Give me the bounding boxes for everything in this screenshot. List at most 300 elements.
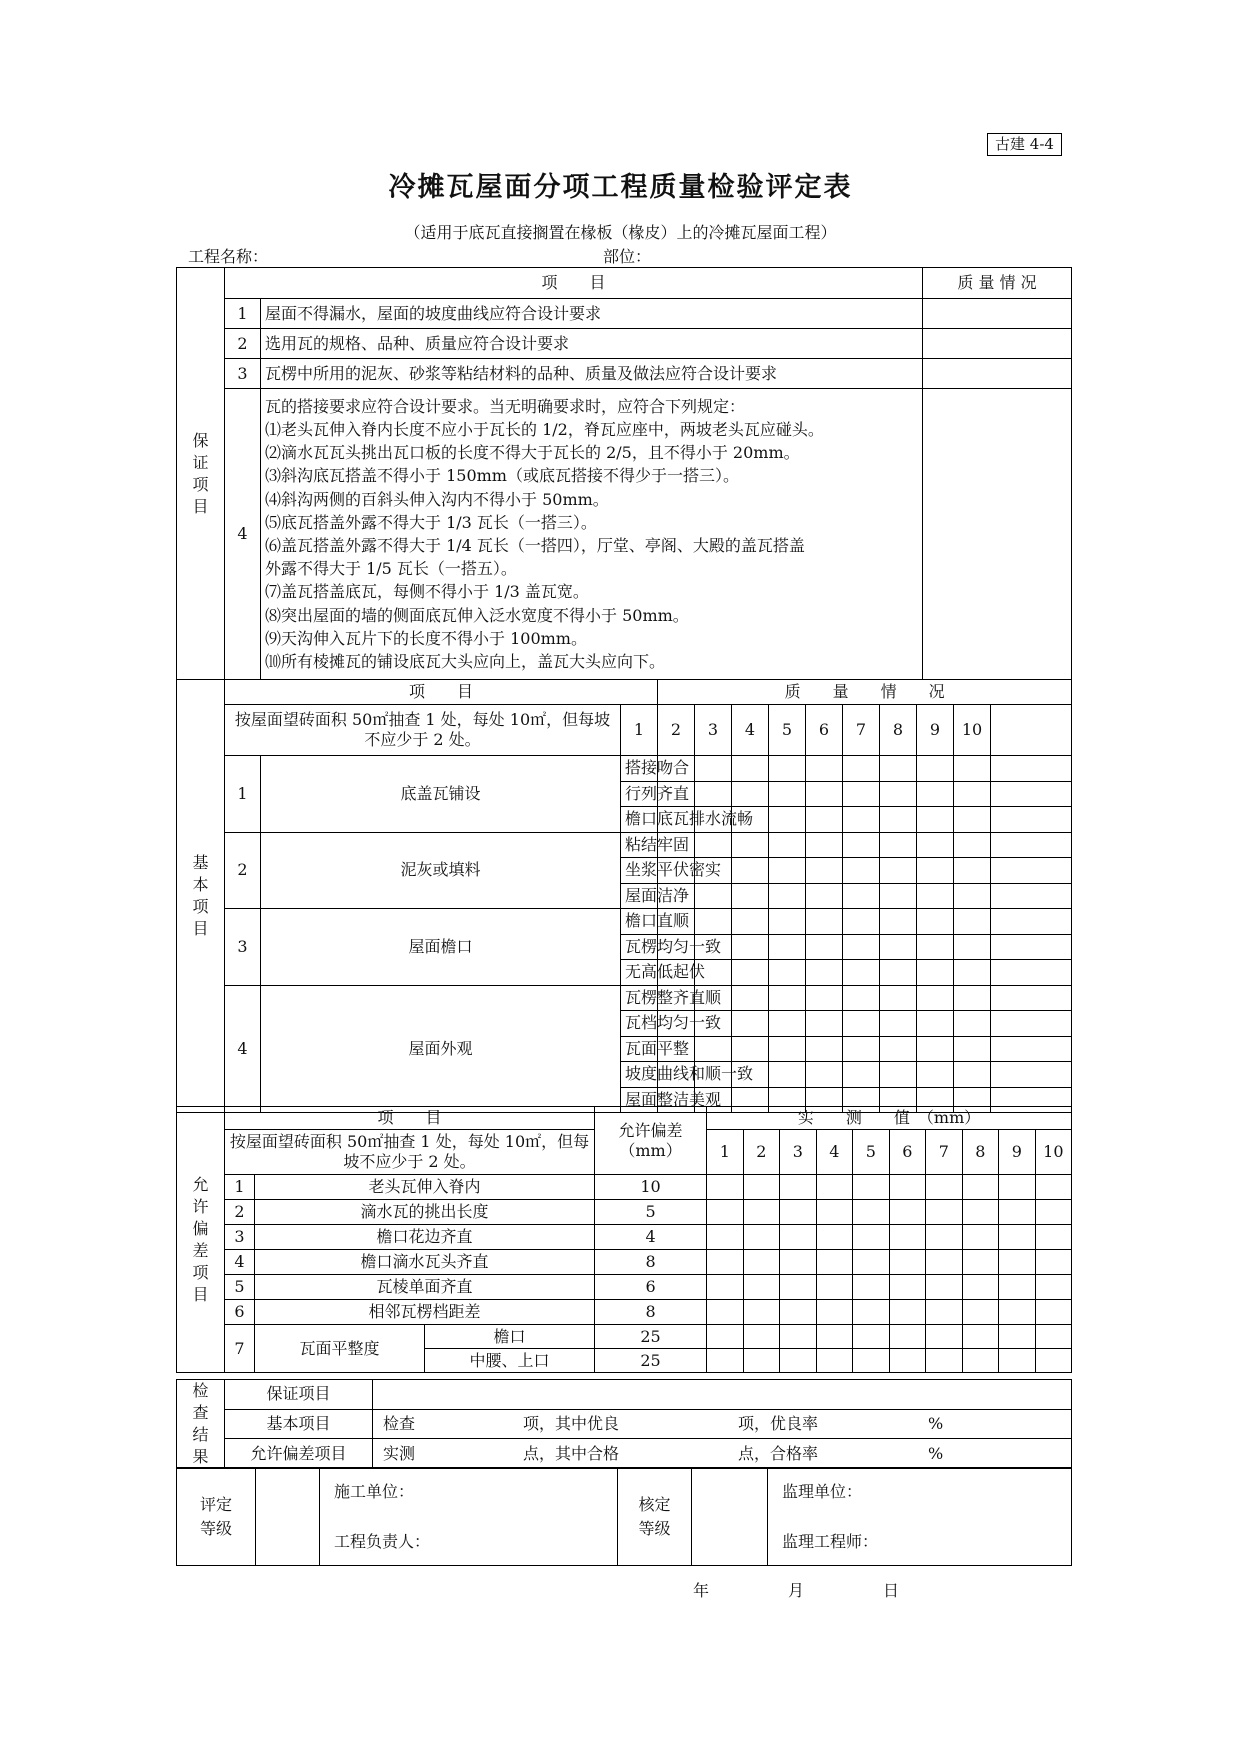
tol-item-name: 檐口滴水瓦头齐直 (255, 1250, 595, 1275)
measured-cell[interactable] (853, 1225, 890, 1250)
quality-cell[interactable] (769, 807, 806, 833)
rule-line: 外露不得大于 1/5 瓦长（一搭五）。 (265, 559, 517, 579)
guarantee-item-no: 1 (225, 299, 261, 329)
quality-cell[interactable] (954, 781, 991, 807)
measured-cell[interactable] (962, 1300, 999, 1325)
quality-cell[interactable] (769, 1062, 806, 1088)
measured-cell[interactable] (926, 1275, 963, 1300)
measured-cell[interactable] (889, 1200, 926, 1225)
measured-cell[interactable] (962, 1200, 999, 1225)
measured-cell[interactable] (853, 1250, 890, 1275)
rule-line: ⑴老头瓦伸入脊内长度不应小于瓦长的 1/2，脊瓦应座中，两坡老头瓦应碰头。 (265, 419, 824, 439)
measured-cell[interactable] (816, 1349, 853, 1373)
basic-header-quality: 质 量 情 况 (658, 680, 1072, 705)
guarantee-header-quality: 质 量 情 况 (923, 268, 1072, 299)
measured-cell[interactable] (743, 1200, 780, 1225)
quality-cell[interactable] (954, 960, 991, 986)
measured-cell[interactable] (889, 1225, 926, 1250)
measured-cell[interactable] (1035, 1225, 1072, 1250)
measured-cell[interactable] (780, 1200, 817, 1225)
col-number: 2 (658, 705, 695, 756)
tol-sub-item: 中腰、上口 (425, 1349, 595, 1373)
quality-cell[interactable] (769, 883, 806, 909)
quality-cell[interactable] (917, 909, 954, 935)
tol-allow-value: 10 (595, 1175, 707, 1200)
quality-cell[interactable] (917, 1062, 954, 1088)
quality-cell[interactable] (991, 1062, 1072, 1088)
results-basic-value[interactable]: 检查 项，其中优良 项，优良率 % (373, 1409, 1072, 1439)
measured-cell[interactable] (853, 1175, 890, 1200)
measured-cell[interactable] (926, 1175, 963, 1200)
quality-cell[interactable] (917, 934, 954, 960)
quality-cell[interactable] (769, 756, 806, 782)
measured-cell[interactable] (707, 1349, 744, 1373)
col-number: 3 (780, 1130, 817, 1175)
quality-cell[interactable] (732, 909, 769, 935)
quality-cell[interactable] (732, 756, 769, 782)
measured-cell[interactable] (962, 1250, 999, 1275)
quality-cell[interactable] (843, 960, 880, 986)
quality-cell[interactable] (880, 883, 917, 909)
measured-cell[interactable] (999, 1300, 1036, 1325)
measured-cell[interactable] (962, 1275, 999, 1300)
measured-cell[interactable] (889, 1325, 926, 1349)
measured-cell[interactable] (707, 1275, 744, 1300)
guarantee-item-no: 3 (225, 359, 261, 389)
measured-cell[interactable] (743, 1225, 780, 1250)
quality-cell[interactable] (806, 1062, 843, 1088)
quality-cell[interactable] (806, 756, 843, 782)
guarantee-table (176, 267, 1072, 680)
col-number: 10 (1035, 1130, 1072, 1175)
measured-cell[interactable] (999, 1225, 1036, 1250)
quality-cell[interactable] (732, 781, 769, 807)
measured-cell[interactable] (926, 1200, 963, 1225)
tolerance-header-item: 项 目 (225, 1107, 595, 1130)
quality-cell[interactable] (880, 934, 917, 960)
measured-cell[interactable] (743, 1349, 780, 1373)
measured-cell[interactable] (889, 1300, 926, 1325)
quality-cell[interactable] (991, 832, 1072, 858)
quality-cell[interactable] (732, 1036, 769, 1062)
measured-cell[interactable] (889, 1349, 926, 1373)
measured-cell[interactable] (780, 1175, 817, 1200)
quality-cell[interactable] (991, 807, 1072, 833)
measured-cell[interactable] (1035, 1200, 1072, 1225)
quality-cell[interactable] (806, 883, 843, 909)
check-item: 行列齐直 (621, 781, 658, 807)
quality-cell[interactable] (954, 1062, 991, 1088)
measured-cell[interactable] (743, 1250, 780, 1275)
measured-cell[interactable] (816, 1200, 853, 1225)
quality-cell[interactable] (769, 909, 806, 935)
quality-cell[interactable] (917, 832, 954, 858)
quality-cell[interactable] (880, 781, 917, 807)
rule-line: ⑻突出屋面的墙的侧面底瓦伸入泛水宽度不得小于 50mm。 (265, 605, 689, 625)
quality-cell[interactable] (732, 934, 769, 960)
quality-cell[interactable] (732, 858, 769, 884)
measured-cell[interactable] (999, 1325, 1036, 1349)
check-item: 檐口底瓦排水流畅 (621, 807, 658, 833)
measured-cell[interactable] (780, 1349, 817, 1373)
measured-cell[interactable] (816, 1250, 853, 1275)
measured-cell[interactable] (926, 1300, 963, 1325)
date-year: 年 (693, 1581, 710, 1600)
col-number: 2 (743, 1130, 780, 1175)
quality-cell[interactable] (806, 781, 843, 807)
quality-cell[interactable] (806, 934, 843, 960)
quality-cell[interactable] (695, 756, 732, 782)
form-subtitle: （适用于底瓦直接搁置在椽板（椽皮）上的冷摊瓦屋面工程） (404, 223, 837, 242)
quality-cell[interactable] (954, 807, 991, 833)
guarantee-item4-rules (261, 389, 923, 680)
measured-cell[interactable] (780, 1250, 817, 1275)
tol-item-name: 滴水瓦的挑出长度 (255, 1200, 595, 1225)
measured-cell[interactable] (962, 1349, 999, 1373)
measured-cell[interactable] (853, 1300, 890, 1325)
quality-cell[interactable] (769, 985, 806, 1011)
rule-line: 瓦的搭接要求应符合设计要求。当无明确要求时，应符合下列规定： (265, 396, 746, 416)
measured-cell[interactable] (999, 1200, 1036, 1225)
measured-cell[interactable] (926, 1250, 963, 1275)
quality-cell[interactable] (880, 1036, 917, 1062)
check-item: 粘结牢固 (621, 832, 658, 858)
quality-cell[interactable] (991, 1011, 1072, 1037)
col-number: 7 (926, 1130, 963, 1175)
verify-grade-value[interactable] (692, 1468, 768, 1566)
measured-cell[interactable] (853, 1349, 890, 1373)
measured-cell[interactable] (1035, 1250, 1072, 1275)
measured-cell[interactable] (926, 1325, 963, 1349)
quality-cell[interactable] (769, 858, 806, 884)
quality-cell[interactable] (806, 832, 843, 858)
quality-cell[interactable] (806, 807, 843, 833)
quality-cell[interactable] (732, 960, 769, 986)
measured-cell[interactable] (853, 1200, 890, 1225)
quality-cell[interactable] (769, 832, 806, 858)
quality-cell[interactable] (806, 1011, 843, 1037)
quality-cell[interactable] (843, 1062, 880, 1088)
measured-cell[interactable] (707, 1225, 744, 1250)
guarantee-item-text: 选用瓦的规格、品种、质量应符合设计要求 (261, 329, 923, 359)
form-code: 古建 4-4 (987, 133, 1062, 156)
quality-cell[interactable] (843, 1036, 880, 1062)
quality-cell[interactable] (917, 1036, 954, 1062)
quality-cell[interactable] (880, 985, 917, 1011)
quality-cell[interactable] (806, 1036, 843, 1062)
quality-cell[interactable] (843, 909, 880, 935)
quality-cell[interactable] (991, 1036, 1072, 1062)
quality-cell[interactable] (806, 909, 843, 935)
measured-cell[interactable] (780, 1325, 817, 1349)
quality-cell[interactable] (769, 781, 806, 807)
group-name: 屋面檐口 (261, 909, 621, 986)
measured-cell[interactable] (1035, 1349, 1072, 1373)
measured-cell[interactable] (999, 1349, 1036, 1373)
guarantee-header-item: 项 目 (225, 268, 923, 299)
measured-cell[interactable] (780, 1275, 817, 1300)
quality-cell[interactable] (843, 781, 880, 807)
quality-cell[interactable] (880, 960, 917, 986)
check-item: 坐浆平伏密实 (621, 858, 658, 884)
quality-cell[interactable] (880, 756, 917, 782)
check-item: 瓦楞整齐直顺 (621, 985, 658, 1011)
rule-line: ⑸底瓦搭盖外露不得大于 1/3 瓦长（一搭三）。 (265, 512, 597, 532)
measured-cell[interactable] (743, 1275, 780, 1300)
quality-cell[interactable] (917, 858, 954, 884)
rating-table (176, 1467, 1072, 1566)
tol-allow-value: 25 (595, 1349, 707, 1373)
quality-cell[interactable] (954, 832, 991, 858)
date-day: 日 (883, 1581, 900, 1600)
rule-line: ⑶斜沟底瓦搭盖不得小于 150mm（或底瓦搭接不得少于一搭三）。 (265, 466, 739, 486)
quality-cell[interactable] (880, 832, 917, 858)
measured-cell[interactable] (999, 1175, 1036, 1200)
measured-cell[interactable] (889, 1275, 926, 1300)
tol-allow-value: 6 (595, 1275, 707, 1300)
quality-cell[interactable] (991, 960, 1072, 986)
col-number: 9 (917, 705, 954, 756)
measured-cell[interactable] (926, 1225, 963, 1250)
col-number: 8 (880, 705, 917, 756)
measured-cell[interactable] (1035, 1275, 1072, 1300)
quality-cell[interactable] (991, 909, 1072, 935)
quality-cell[interactable] (880, 807, 917, 833)
measured-cell[interactable] (816, 1275, 853, 1300)
col-number: 5 (853, 1130, 890, 1175)
quality-cell[interactable] (923, 359, 1072, 389)
quality-cell[interactable] (991, 858, 1072, 884)
tolerance-table (176, 1106, 1072, 1373)
col-number: 5 (769, 705, 806, 756)
quality-cell[interactable] (843, 858, 880, 884)
measured-cell[interactable] (816, 1225, 853, 1250)
measured-cell[interactable] (1035, 1300, 1072, 1325)
tol-item-no: 6 (225, 1300, 255, 1325)
quality-cell[interactable] (843, 883, 880, 909)
measured-cell[interactable] (962, 1325, 999, 1349)
tol-item-no: 1 (225, 1175, 255, 1200)
quality-cell[interactable] (769, 1036, 806, 1062)
quality-cell[interactable] (923, 389, 1072, 680)
quality-cell[interactable] (923, 329, 1072, 359)
quality-cell[interactable] (806, 985, 843, 1011)
tol-item-no: 2 (225, 1200, 255, 1225)
quality-cell[interactable] (917, 781, 954, 807)
check-item: 瓦档均匀一致 (621, 1011, 658, 1037)
quality-cell[interactable] (954, 985, 991, 1011)
quality-cell[interactable] (954, 909, 991, 935)
quality-cell[interactable] (843, 756, 880, 782)
basic-header-item: 项 目 (225, 680, 658, 705)
col-number: 4 (732, 705, 769, 756)
quality-cell[interactable] (923, 299, 1072, 329)
tolerance-sampling-rule: 按屋面望砖面积 50㎡抽查 1 处，每处 10㎡，但每坡不应少于 2 处。 (225, 1130, 595, 1175)
quality-cell[interactable] (954, 1036, 991, 1062)
quality-cell[interactable] (880, 1062, 917, 1088)
measured-cell[interactable] (889, 1175, 926, 1200)
quality-cell[interactable] (991, 985, 1072, 1011)
quality-cell[interactable] (843, 934, 880, 960)
quality-cell[interactable] (843, 1011, 880, 1037)
measured-cell[interactable] (1035, 1325, 1072, 1349)
measured-cell[interactable] (707, 1325, 744, 1349)
quality-cell[interactable] (991, 756, 1072, 782)
results-guarantee-value[interactable] (373, 1380, 1072, 1410)
measured-cell[interactable] (707, 1250, 744, 1275)
measured-cell[interactable] (816, 1325, 853, 1349)
quality-cell[interactable] (732, 1011, 769, 1037)
measured-cell[interactable] (743, 1325, 780, 1349)
quality-cell[interactable] (695, 1036, 732, 1062)
results-table (176, 1379, 1072, 1469)
results-basic-label: 基本项目 (225, 1409, 373, 1439)
tol-item-no: 3 (225, 1225, 255, 1250)
check-item: 屋面洁净 (621, 883, 658, 909)
quality-cell[interactable] (991, 883, 1072, 909)
col-number: 7 (843, 705, 880, 756)
basic-section-label: 基本项目 (177, 680, 225, 1113)
tol-item-name: 老头瓦伸入脊内 (255, 1175, 595, 1200)
quality-cell[interactable] (732, 883, 769, 909)
form-title: 冷摊瓦屋面分项工程质量检验评定表 (388, 172, 853, 203)
quality-cell[interactable] (954, 1011, 991, 1037)
guarantee-section-label: 保证项目 (177, 268, 225, 680)
quality-cell[interactable] (917, 1011, 954, 1037)
tol-allow-value: 8 (595, 1250, 707, 1275)
col-number: 1 (707, 1130, 744, 1175)
basic-sampling-rule: 按屋面望砖面积 50㎡抽查 1 处，每处 10㎡，但每坡不应少于 2 处。 (225, 705, 621, 756)
group-no: 1 (225, 756, 261, 833)
quality-cell[interactable] (695, 832, 732, 858)
quality-cell[interactable] (917, 807, 954, 833)
measured-cell[interactable] (926, 1349, 963, 1373)
group-no: 3 (225, 909, 261, 986)
quality-cell[interactable] (954, 756, 991, 782)
quality-cell[interactable] (880, 909, 917, 935)
col-number: 1 (621, 705, 658, 756)
results-section-label: 检查结果 (177, 1380, 225, 1469)
measured-cell[interactable] (999, 1275, 1036, 1300)
quality-cell[interactable] (954, 883, 991, 909)
tol-item-name: 檐口花边齐直 (255, 1225, 595, 1250)
supervision-sign-area[interactable]: 监理单位： 监理工程师： (768, 1468, 1072, 1566)
quality-cell[interactable] (917, 756, 954, 782)
group-name: 底盖瓦铺设 (261, 756, 621, 833)
check-item: 瓦面平整 (621, 1036, 658, 1062)
quality-cell[interactable] (695, 781, 732, 807)
results-tol-label: 允许偏差项目 (225, 1439, 373, 1469)
verify-grade-label: 核定等级 (618, 1468, 692, 1566)
guarantee-item-text: 瓦楞中所用的泥灰、砂浆等粘结材料的品种、质量及做法应符合设计要求 (261, 359, 923, 389)
quality-cell[interactable] (769, 960, 806, 986)
col-number: 6 (806, 705, 843, 756)
tol-allow-value: 8 (595, 1300, 707, 1325)
results-tol-value[interactable]: 实测 点，其中合格 点，合格率 % (373, 1439, 1072, 1469)
measured-cell[interactable] (743, 1175, 780, 1200)
col-number: 4 (816, 1130, 853, 1175)
quality-cell[interactable] (695, 883, 732, 909)
basic-table (176, 679, 1072, 1113)
quality-cell[interactable] (769, 934, 806, 960)
quality-cell[interactable] (769, 1011, 806, 1037)
measured-cell[interactable] (780, 1225, 817, 1250)
tolerance-header-measured: 实 测 值 （mm） (707, 1107, 1072, 1130)
quality-cell[interactable] (806, 858, 843, 884)
quality-cell[interactable] (843, 985, 880, 1011)
rule-line: ⑷斜沟两侧的百斜头伸入沟内不得小于 50mm。 (265, 489, 609, 509)
col-number: 9 (999, 1130, 1036, 1175)
measured-cell[interactable] (853, 1325, 890, 1349)
tol-item-name: 瓦棱单面齐直 (255, 1275, 595, 1300)
quality-cell[interactable] (880, 858, 917, 884)
quality-cell[interactable] (991, 934, 1072, 960)
tol-item-name: 相邻瓦楞档距差 (255, 1300, 595, 1325)
eval-grade-value[interactable] (256, 1468, 320, 1566)
measured-cell[interactable] (743, 1300, 780, 1325)
measured-cell[interactable] (1035, 1175, 1072, 1200)
quality-cell[interactable] (806, 960, 843, 986)
check-item: 屋面整洁美观 (621, 1087, 658, 1113)
quality-cell[interactable] (917, 960, 954, 986)
quality-cell[interactable] (843, 832, 880, 858)
quality-cell[interactable] (880, 1011, 917, 1037)
measured-cell[interactable] (889, 1250, 926, 1275)
tolerance-section-label: 允许偏差项目 (177, 1107, 225, 1373)
measured-cell[interactable] (962, 1225, 999, 1250)
date-month: 月 (788, 1581, 805, 1600)
project-name-label: 工程名称： (188, 247, 269, 266)
col-number: 3 (695, 705, 732, 756)
check-item: 瓦楞均匀一致 (621, 934, 658, 960)
quality-cell[interactable] (695, 909, 732, 935)
measured-cell[interactable] (707, 1300, 744, 1325)
check-item: 坡度曲线和顺一致 (621, 1062, 658, 1088)
tol-item-no: 4 (225, 1250, 255, 1275)
quality-cell[interactable] (732, 985, 769, 1011)
group-no: 2 (225, 832, 261, 909)
group-no: 4 (225, 985, 261, 1113)
quality-cell[interactable] (954, 934, 991, 960)
rule-line: ⑼天沟伸入瓦片下的长度不得小于 100mm。 (265, 628, 587, 648)
quality-cell[interactable] (991, 781, 1072, 807)
measured-cell[interactable] (780, 1300, 817, 1325)
eval-grade-label: 评定等级 (177, 1468, 256, 1566)
measured-cell[interactable] (707, 1200, 744, 1225)
measured-cell[interactable] (816, 1300, 853, 1325)
results-guarantee-label: 保证项目 (225, 1380, 373, 1410)
guarantee-item-text: 屋面不得漏水，屋面的坡度曲线应符合设计要求 (261, 299, 923, 329)
check-item: 搭接吻合 (621, 756, 658, 782)
measured-cell[interactable] (707, 1175, 744, 1200)
quality-cell[interactable] (954, 858, 991, 884)
measured-cell[interactable] (962, 1175, 999, 1200)
measured-cell[interactable] (816, 1175, 853, 1200)
location-label: 部位： (603, 247, 652, 266)
measured-cell[interactable] (853, 1275, 890, 1300)
quality-cell[interactable] (732, 832, 769, 858)
rule-line: ⑹盖瓦搭盖外露不得大于 1/4 瓦长（一搭四），厅堂、亭阁、大殿的盖瓦搭盖 (265, 536, 805, 555)
guarantee-item-no: 4 (225, 389, 261, 680)
quality-cell[interactable] (917, 985, 954, 1011)
quality-cell[interactable] (917, 883, 954, 909)
measured-cell[interactable] (999, 1250, 1036, 1275)
check-item: 檐口直顺 (621, 909, 658, 935)
tol-item-no: 5 (225, 1275, 255, 1300)
rule-line: ⑵滴水瓦瓦头挑出瓦口板的长度不得大于瓦长的 2/5，且不得小于 20mm。 (265, 443, 800, 463)
quality-cell[interactable] (843, 807, 880, 833)
construction-sign-area[interactable]: 施工单位： 工程负责人： (320, 1468, 618, 1566)
